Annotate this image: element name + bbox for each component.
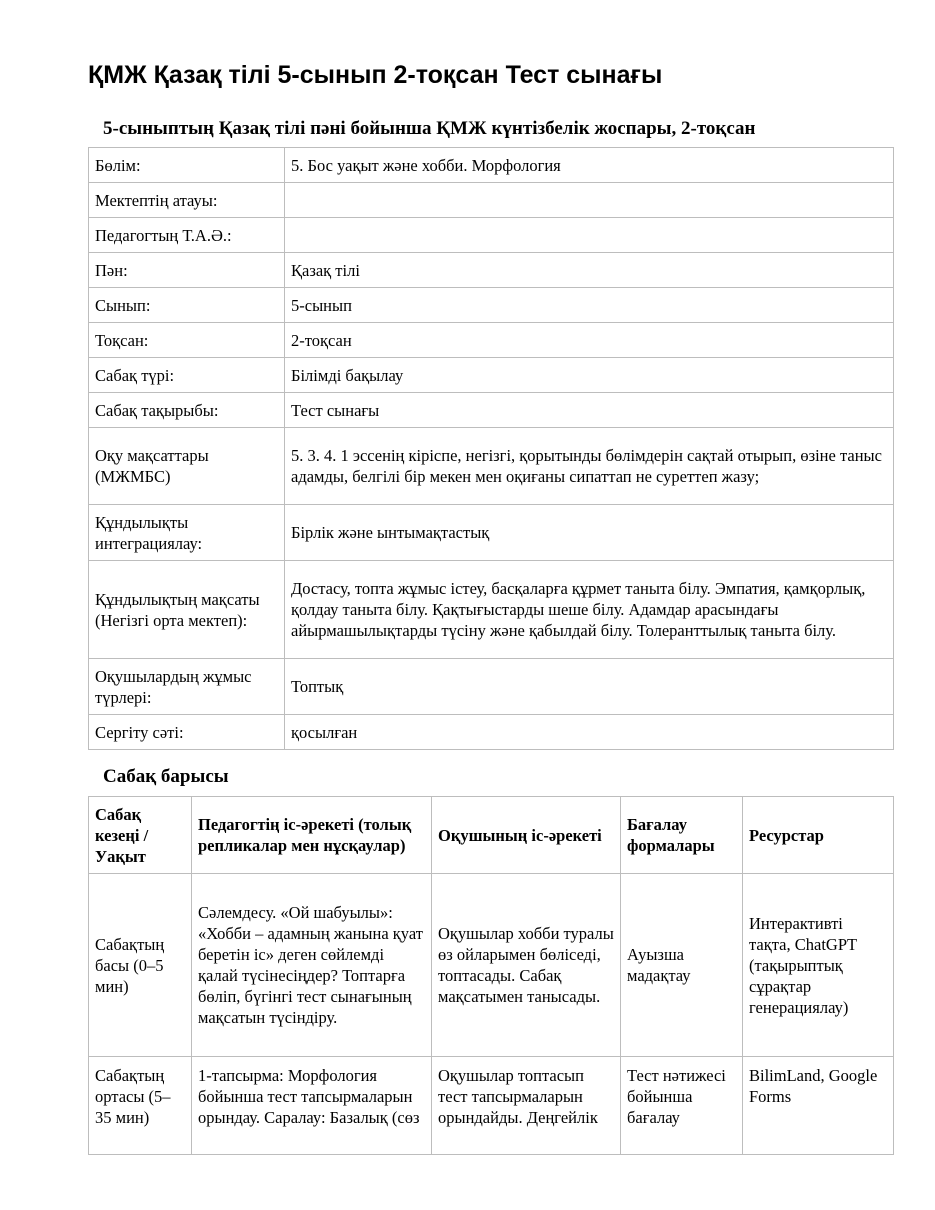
header-stage: Сабақ кезеңі / Уақыт (89, 797, 192, 874)
lesson-student-activity: Оқушылар топтасып тест тапсырмаларын орындайды. Деңгейлік (432, 1057, 621, 1155)
info-label: Оқу мақсаттары (МЖМБС) (89, 428, 285, 505)
info-value: Топтық (285, 659, 894, 715)
plan-info-table (88, 147, 894, 750)
info-label: Тоқсан: (89, 323, 285, 358)
info-label: Құндылықты интеграциялау: (89, 505, 285, 561)
info-label: Педагогтың Т.А.Ә.: (89, 218, 285, 253)
info-row (89, 428, 894, 505)
info-value (285, 183, 894, 218)
lesson-student-activity: Оқушылар хобби туралы өз ойларымен бөліседі, топтасады. Сабақ мақсатымен танысады. (432, 874, 621, 1057)
info-label: Сабақ түрі: (89, 358, 285, 393)
lesson-resources: Интерактивті тақта, ChatGPT (тақырыптық сұрақтар генерациялау) (743, 874, 894, 1057)
lesson-assessment: Тест нәтижесі бойынша бағалау (621, 1057, 743, 1155)
info-row (89, 715, 894, 750)
lesson-flow-table (88, 796, 894, 1155)
info-row (89, 148, 894, 183)
info-row (89, 393, 894, 428)
plan-subtitle: 5-сыныптың Қазақ тілі пәні бойынша ҚМЖ күнтізбелік жоспары, 2-тоқсан (103, 118, 756, 139)
lesson-teacher-activity: 1-тапсырма: Морфология бойынша тест тапсырмаларын орындау. Саралау: Базалық (сөз (192, 1057, 432, 1155)
info-value: Бірлік және ынтымақтастық (285, 505, 894, 561)
info-label: Сынып: (89, 288, 285, 323)
info-row (89, 561, 894, 659)
info-label: Сергіту сәті: (89, 715, 285, 750)
info-label: Пән: (89, 253, 285, 288)
info-value: Достасу, топта жұмыс істеу, басқаларға құрмет таныта білу. Эмпатия, қамқорлық, қолдау таныта білу. Қақтығыстарды шеше білу. Адамдар арасындағы айырмашылықтарды түсіну және қабылдай білу. Толеранттылық таныта білу. (285, 561, 894, 659)
header-student: Оқушының іс-әрекеті (432, 797, 621, 874)
info-row (89, 183, 894, 218)
lesson-section-title: Сабақ барысы (103, 766, 229, 787)
info-row (89, 505, 894, 561)
info-row (89, 253, 894, 288)
header-resources: Ресурстар (743, 797, 894, 874)
info-label: Бөлім: (89, 148, 285, 183)
lesson-stage: Сабақтың ортасы (5–35 мин) (89, 1057, 192, 1155)
lesson-assessment: Ауызша мадақтау (621, 874, 743, 1057)
info-row (89, 358, 894, 393)
info-row (89, 659, 894, 715)
info-value (285, 218, 894, 253)
info-label: Құндылықтың мақсаты (Негізгі орта мектеп): (89, 561, 285, 659)
info-value: Тест сынағы (285, 393, 894, 428)
info-label: Оқушылардың жұмыс түрлері: (89, 659, 285, 715)
info-value: Қазақ тілі (285, 253, 894, 288)
info-value: Білімді бақылау (285, 358, 894, 393)
info-label: Сабақ тақырыбы: (89, 393, 285, 428)
lesson-teacher-activity: Сәлемдесу. «Ой шабуылы»: «Хобби – адамның жанына қуат беретін іс» деген сөйлемді қалай түсінесіңдер? Топтарға бөліп, бүгінгі тест сынағының мақсатын түсіндіру. (192, 874, 432, 1057)
info-value: қосылған (285, 715, 894, 750)
info-row (89, 323, 894, 358)
info-label: Мектептің атауы: (89, 183, 285, 218)
info-value: 5. Бос уақыт және хобби. Морфология (285, 148, 894, 183)
lesson-resources: BilimLand, Google Forms (743, 1057, 894, 1155)
lesson-row (89, 874, 894, 1057)
info-value: 5. 3. 4. 1 эссенің кіріспе, негізгі, қорытынды бөлімдерін сақтай отырып, өзіне таныс адамды, белгілі бір мекен мен оқиғаны сипаттап не суреттеп жазу; (285, 428, 894, 505)
document-title: ҚМЖ Қазақ тілі 5-сынып 2-тоқсан Тест сынағы (88, 61, 663, 89)
lesson-row (89, 1057, 894, 1155)
info-row (89, 288, 894, 323)
info-value: 5-сынып (285, 288, 894, 323)
lesson-stage: Сабақтың басы (0–5 мин) (89, 874, 192, 1057)
info-row (89, 218, 894, 253)
header-teacher: Педагогтің іс-әрекеті (толық репликалар мен нұсқаулар) (192, 797, 432, 874)
info-value: 2-тоқсан (285, 323, 894, 358)
header-assessment: Бағалау формалары (621, 797, 743, 874)
lesson-header-row (89, 797, 894, 874)
